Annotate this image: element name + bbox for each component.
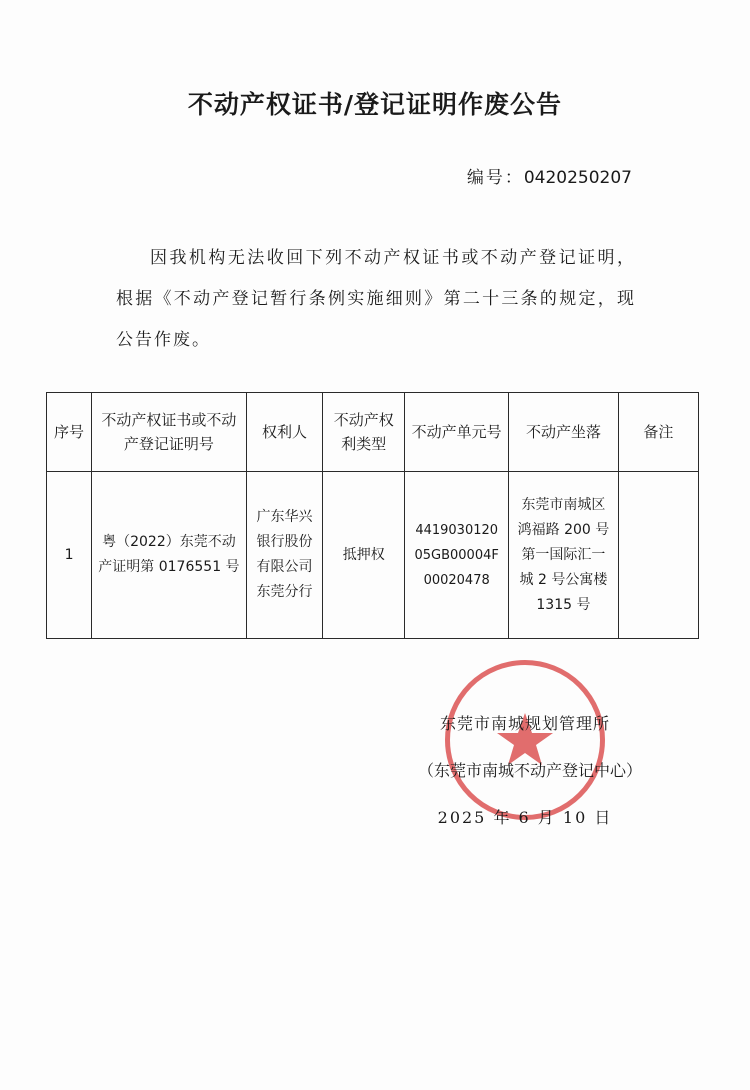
document-number-label: 编号： — [466, 168, 524, 188]
document-number-value: 0420250207 — [523, 168, 632, 188]
signature-org: 东莞市南城规划管理所 — [439, 714, 610, 733]
signature-sub-org: （东莞市南城不动产登记中心） — [417, 761, 642, 780]
header-location: 不动产坐落 — [509, 393, 619, 472]
header-holder: 权利人 — [246, 393, 322, 472]
header-cert-no: 不动产权证书或不动产登记证明号 — [92, 393, 247, 472]
records-table — [46, 392, 699, 639]
signature-block — [417, 700, 642, 841]
announcement-body: 因我机构无法收回下列不动产权证书或不动产登记证明，根据《不动产登记暂行条例实施细则》第二十三条的规定，现公告作废。 — [116, 248, 636, 350]
document-number — [467, 163, 632, 188]
signature-date: 2025 年 6 月 10 日 — [437, 808, 613, 827]
table-row — [47, 472, 699, 639]
cell-unit-no: 441903012005GB00004F00020478 — [405, 472, 509, 639]
page-title: 不动产权证书/登记证明作废公告 — [187, 90, 563, 119]
header-unit-no: 不动产单元号 — [405, 393, 509, 472]
cell-right-type: 抵押权 — [323, 472, 405, 639]
cell-seq: 1 — [47, 472, 92, 639]
cell-remark — [618, 472, 698, 639]
header-right-type: 不动产权利类型 — [323, 393, 405, 472]
table-header-row — [47, 393, 699, 472]
cell-holder: 广东华兴银行股份有限公司东莞分行 — [246, 472, 322, 639]
header-remark: 备注 — [618, 393, 698, 472]
cell-location: 东莞市南城区鸿福路 200 号第一国际汇一城 2 号公寓楼 1315 号 — [509, 472, 619, 639]
cell-cert-no: 粤（2022）东莞不动产证明第 0176551 号 — [92, 472, 247, 639]
header-seq: 序号 — [47, 393, 92, 472]
